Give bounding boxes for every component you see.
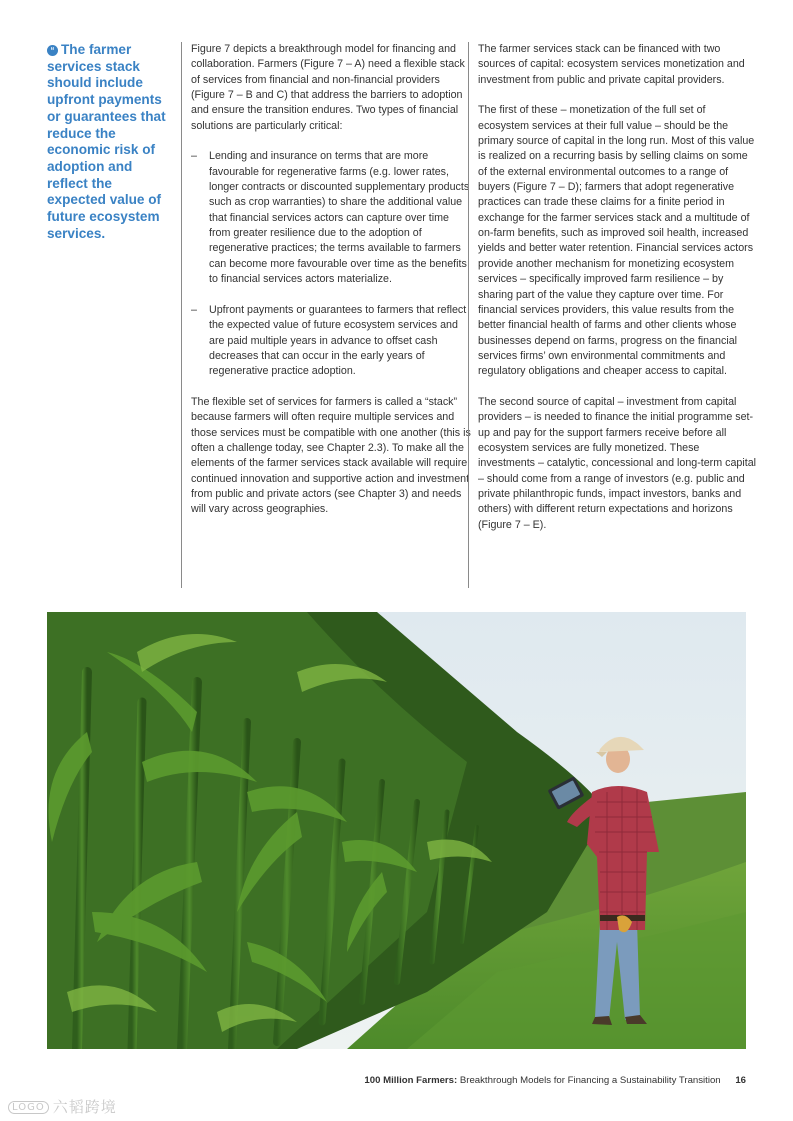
watermark [8,1096,117,1117]
body-column-1 [181,42,471,588]
column2-paragraph: The first of these – monetization of the full set of ecosystem services at their full value – should be the primary source of capital in the long run. Most of this value is realized on a recurring basis by selling claims on some of the external environmental outcomes to a range of buyers (Figure 7 – D); farmers that adopt regenerative practices can trade these claims for a finite period in exchange for the farmer services stack and a multitude of on-farm benefits, such as improved soil health, increased yields and better water retention. Financial services actors provide another mechanism for monetizing ecosystem services – specifically improved farm resilience – by sharing part of the value they capture over time. For financial services providers, this value results from the better financial health of farms and other clients whose businesses depend on farms, progress on the financial services firms’ own environmental commitments and regulatory obligations and cheaper access to capital. [478,104,755,378]
quote-icon: “ [47,45,58,56]
column2-paragraph: The second source of capital – investment from capital providers – is needed to finance the initial programme set-up and pay for the support farmers receive before all ecosystem services are fully monetized. These investments – catalytic, concessional and long-term capital – should come from a range of investors (e.g. public and private philanthropic funds, impact investors, banks and others) with different return expectations and horizons (Figure 7 – E). [478,395,757,531]
list-item [191,149,471,287]
page-footer [364,1075,746,1086]
list-item-text: Upfront payments or guarantees to farmers that reflect the expected value of future ecosystem services and are paid multiple years in advance to offset cash decreases that can occur in the early years of regenerative practice adoption. [209,303,467,378]
bullet-dash: – [191,303,197,316]
corn-field-farmer-photo [47,612,746,1049]
list-item [191,303,471,380]
report-subtitle: Breakthrough Models for Financing a Sustainability Transition [459,1075,721,1086]
list-item-text: Lending and insurance on terms that are more favourable for regenerative farms (e.g. lower rates, longer contracts or discounted supplementary products such as crop warranties) to share the additional value that financial services actors can capture over time from greater resilience due to the adoption of regenerative practices; the terms available to farmers can become more favourable over time as the benefits to financial services actors materialize. [209,150,470,286]
pull-quote-text: The farmer services stack should include upfront payments or guarantees that reduce the economic risk of adoption and reflect the expected value of future ecosystem services. [47,42,166,241]
column1-intro: Figure 7 depicts a breakthrough model for financing and collaboration. Farmers (Figure 7 – A) need a flexible stack of services from financial and non-financial providers (Figure 7 – B and C) that address the barriers to adoption and ensure the transition endures. Two types of financial solutions are particularly critical: [191,43,465,132]
bullet-dash: – [191,150,197,163]
page-number: 16 [735,1075,746,1086]
column1-closing: The flexible set of services for farmers is called a “stack” because farmers will often require multiple services and those services must be compatible with one another (this is often a challenge today, see Chapter 2.3). To make all the elements of the farmer services stack available will require continued innovation and supportive action and investment from public and private actors (see Chapter 3) and needs will vary across geographies. [191,395,471,516]
pull-quote [47,42,167,242]
column2-paragraph: The farmer services stack can be financed with two sources of capital: ecosystem services monetization and investment from public and private capital providers. [478,43,745,86]
report-title: 100 Million Farmers: [364,1075,458,1086]
financial-solutions-list [191,149,471,379]
watermark-logo: LOGO [8,1101,49,1114]
body-column-2 [468,42,758,588]
watermark-text: 六韬跨境 [52,1098,117,1116]
photo-illustration [47,612,746,1049]
